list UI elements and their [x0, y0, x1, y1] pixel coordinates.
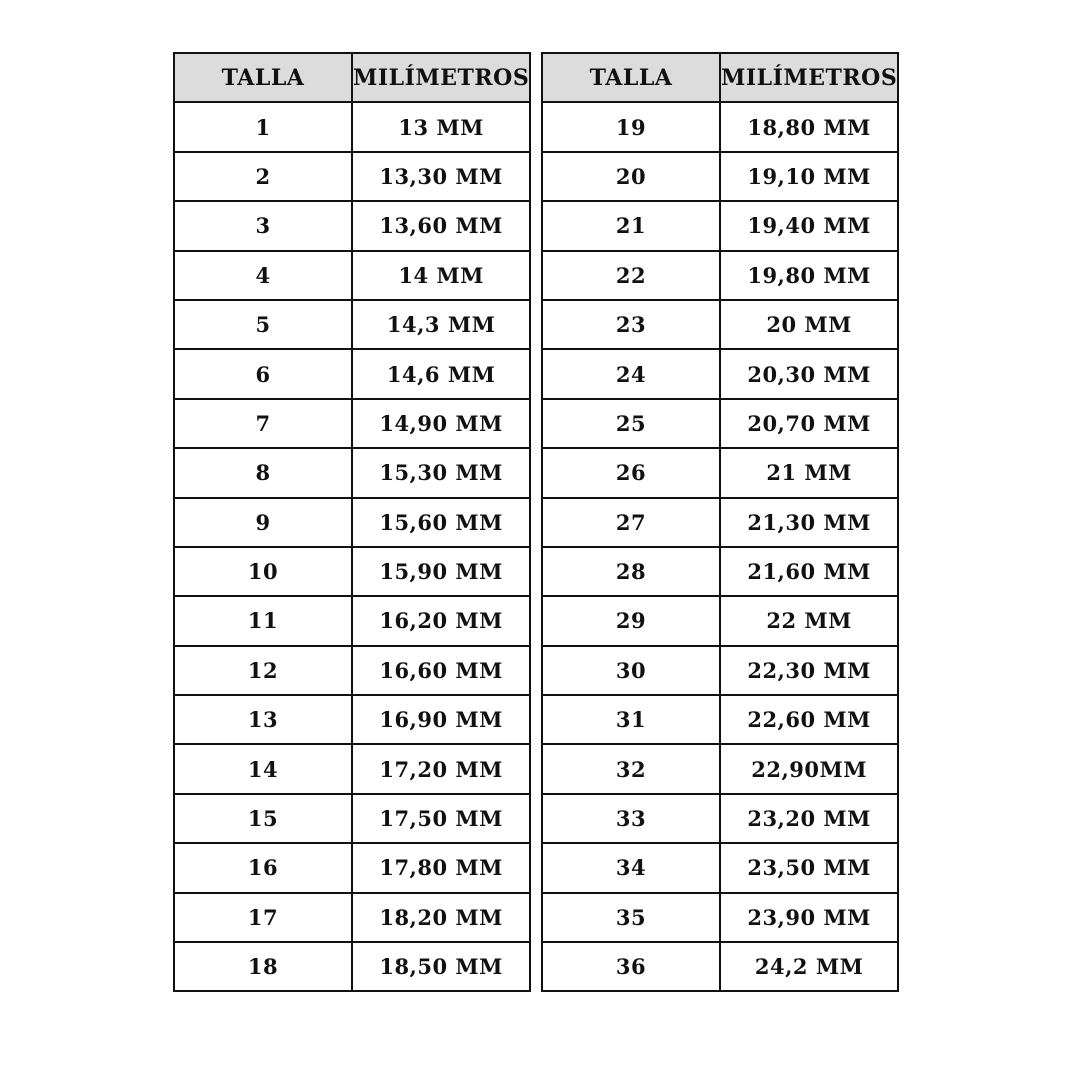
table-row: [174, 152, 530, 201]
table-row: [542, 596, 898, 645]
table-row: [542, 695, 898, 744]
size-cell: 8: [174, 448, 352, 497]
millimeters-cell: 23,50 MM: [720, 843, 898, 892]
header-row: [174, 53, 530, 102]
size-cell: 24: [542, 349, 720, 398]
millimeters-cell: 19,10 MM: [720, 152, 898, 201]
size-cell: 3: [174, 201, 352, 250]
table-row: [542, 547, 898, 596]
millimeters-cell: 19,40 MM: [720, 201, 898, 250]
millimeters-cell: 15,90 MM: [352, 547, 530, 596]
size-table-right: [541, 52, 899, 992]
table-body-left: [174, 102, 530, 991]
millimeters-cell: 19,80 MM: [720, 251, 898, 300]
size-cell: 15: [174, 794, 352, 843]
table-row: [542, 942, 898, 991]
size-cell: 32: [542, 744, 720, 793]
table-row: [174, 251, 530, 300]
size-cell: 16: [174, 843, 352, 892]
table-row: [174, 498, 530, 547]
table-row: [174, 695, 530, 744]
millimeters-cell: 15,30 MM: [352, 448, 530, 497]
table-row: [542, 744, 898, 793]
millimeters-cell: 18,20 MM: [352, 893, 530, 942]
size-cell: 19: [542, 102, 720, 151]
table-row: [174, 596, 530, 645]
millimeters-cell: 21 MM: [720, 448, 898, 497]
table-row: [174, 201, 530, 250]
size-cell: 2: [174, 152, 352, 201]
size-cell: 5: [174, 300, 352, 349]
table-row: [542, 646, 898, 695]
table-row: [542, 498, 898, 547]
table-row: [174, 646, 530, 695]
millimeters-cell: 22,60 MM: [720, 695, 898, 744]
millimeters-cell: 14,90 MM: [352, 399, 530, 448]
size-cell: 4: [174, 251, 352, 300]
size-cell: 22: [542, 251, 720, 300]
size-cell: 20: [542, 152, 720, 201]
size-cell: 18: [174, 942, 352, 991]
size-table-left: [173, 52, 531, 992]
millimeters-cell: 14 MM: [352, 251, 530, 300]
header-row: [542, 53, 898, 102]
table-row: [174, 893, 530, 942]
millimeters-cell: 14,3 MM: [352, 300, 530, 349]
size-cell: 14: [174, 744, 352, 793]
size-cell: 25: [542, 399, 720, 448]
millimeters-cell: 21,30 MM: [720, 498, 898, 547]
table-row: [174, 942, 530, 991]
millimeters-cell: 17,80 MM: [352, 843, 530, 892]
size-cell: 34: [542, 843, 720, 892]
header-talla: TALLA: [174, 53, 352, 102]
size-cell: 36: [542, 942, 720, 991]
size-cell: 23: [542, 300, 720, 349]
table-body-right: [542, 102, 898, 991]
table-row: [542, 843, 898, 892]
millimeters-cell: 18,50 MM: [352, 942, 530, 991]
millimeters-cell: 16,90 MM: [352, 695, 530, 744]
millimeters-cell: 23,90 MM: [720, 893, 898, 942]
millimeters-cell: 21,60 MM: [720, 547, 898, 596]
header-talla: TALLA: [542, 53, 720, 102]
size-cell: 29: [542, 596, 720, 645]
size-cell: 9: [174, 498, 352, 547]
table-row: [174, 349, 530, 398]
table-row: [542, 399, 898, 448]
millimeters-cell: 22 MM: [720, 596, 898, 645]
size-cell: 21: [542, 201, 720, 250]
header-milimetros: MILÍMETROS: [352, 53, 530, 102]
millimeters-cell: 13,30 MM: [352, 152, 530, 201]
size-cell: 27: [542, 498, 720, 547]
size-cell: 13: [174, 695, 352, 744]
table-row: [174, 843, 530, 892]
millimeters-cell: 22,30 MM: [720, 646, 898, 695]
millimeters-cell: 13,60 MM: [352, 201, 530, 250]
millimeters-cell: 20,30 MM: [720, 349, 898, 398]
header-milimetros: MILÍMETROS: [720, 53, 898, 102]
millimeters-cell: 23,20 MM: [720, 794, 898, 843]
table-row: [542, 300, 898, 349]
table-row: [174, 448, 530, 497]
size-cell: 10: [174, 547, 352, 596]
table-row: [174, 794, 530, 843]
table-row: [542, 794, 898, 843]
size-cell: 33: [542, 794, 720, 843]
size-cell: 30: [542, 646, 720, 695]
size-cell: 6: [174, 349, 352, 398]
table-row: [542, 448, 898, 497]
size-cell: 17: [174, 893, 352, 942]
size-cell: 11: [174, 596, 352, 645]
table-row: [174, 399, 530, 448]
millimeters-cell: 18,80 MM: [720, 102, 898, 151]
size-cell: 35: [542, 893, 720, 942]
size-cell: 31: [542, 695, 720, 744]
millimeters-cell: 15,60 MM: [352, 498, 530, 547]
millimeters-cell: 20,70 MM: [720, 399, 898, 448]
millimeters-cell: 14,6 MM: [352, 349, 530, 398]
table-row: [542, 349, 898, 398]
table-row: [174, 102, 530, 151]
size-cell: 1: [174, 102, 352, 151]
millimeters-cell: 22,90MM: [720, 744, 898, 793]
size-cell: 26: [542, 448, 720, 497]
millimeters-cell: 16,60 MM: [352, 646, 530, 695]
table-row: [174, 547, 530, 596]
size-cell: 28: [542, 547, 720, 596]
table-row: [542, 201, 898, 250]
size-cell: 12: [174, 646, 352, 695]
table-row: [542, 251, 898, 300]
table-row: [542, 893, 898, 942]
millimeters-cell: 17,20 MM: [352, 744, 530, 793]
table-row: [542, 152, 898, 201]
table-row: [174, 744, 530, 793]
millimeters-cell: 24,2 MM: [720, 942, 898, 991]
millimeters-cell: 13 MM: [352, 102, 530, 151]
millimeters-cell: 17,50 MM: [352, 794, 530, 843]
millimeters-cell: 20 MM: [720, 300, 898, 349]
millimeters-cell: 16,20 MM: [352, 596, 530, 645]
size-cell: 7: [174, 399, 352, 448]
table-row: [174, 300, 530, 349]
table-row: [542, 102, 898, 151]
